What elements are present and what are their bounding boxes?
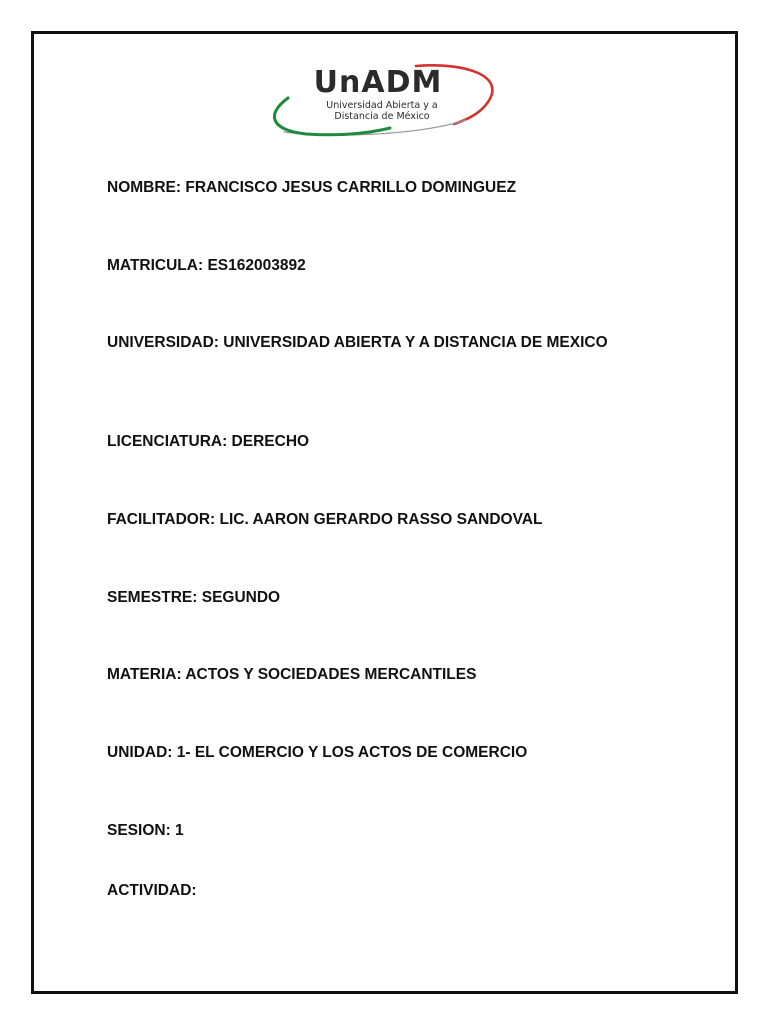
unadm-logo bbox=[266, 62, 498, 140]
universidad-field: UNIVERSIDAD: UNIVERSIDAD ABIERTA Y A DISTANCIA DE MEXICO bbox=[107, 334, 608, 351]
licenciatura-field: LICENCIATURA: DERECHO bbox=[107, 433, 310, 450]
sesion-field: SESION: 1 bbox=[107, 822, 184, 839]
materia-field: MATERIA: ACTOS Y SOCIEDADES MERCANTILES bbox=[107, 666, 477, 683]
facilitador-field: FACILITADOR: LIC. AARON GERARDO RASSO SANDOVAL bbox=[107, 511, 543, 528]
document-page bbox=[31, 31, 738, 994]
nombre-field: NOMBRE: FRANCISCO JESUS CARRILLO DOMINGUEZ bbox=[107, 179, 517, 196]
logo-brand-text: UnADM bbox=[313, 65, 443, 100]
matricula-field: MATRICULA: ES162003892 bbox=[107, 257, 306, 274]
logo-line-1: Universidad Abierta y a bbox=[326, 100, 438, 111]
logo-line-2: Distancia de México bbox=[334, 111, 430, 122]
actividad-field: ACTIVIDAD: bbox=[107, 882, 197, 899]
unidad-field: UNIDAD: 1- EL COMERCIO Y LOS ACTOS DE COMERCIO bbox=[107, 744, 528, 761]
semestre-field: SEMESTRE: SEGUNDO bbox=[107, 589, 281, 606]
